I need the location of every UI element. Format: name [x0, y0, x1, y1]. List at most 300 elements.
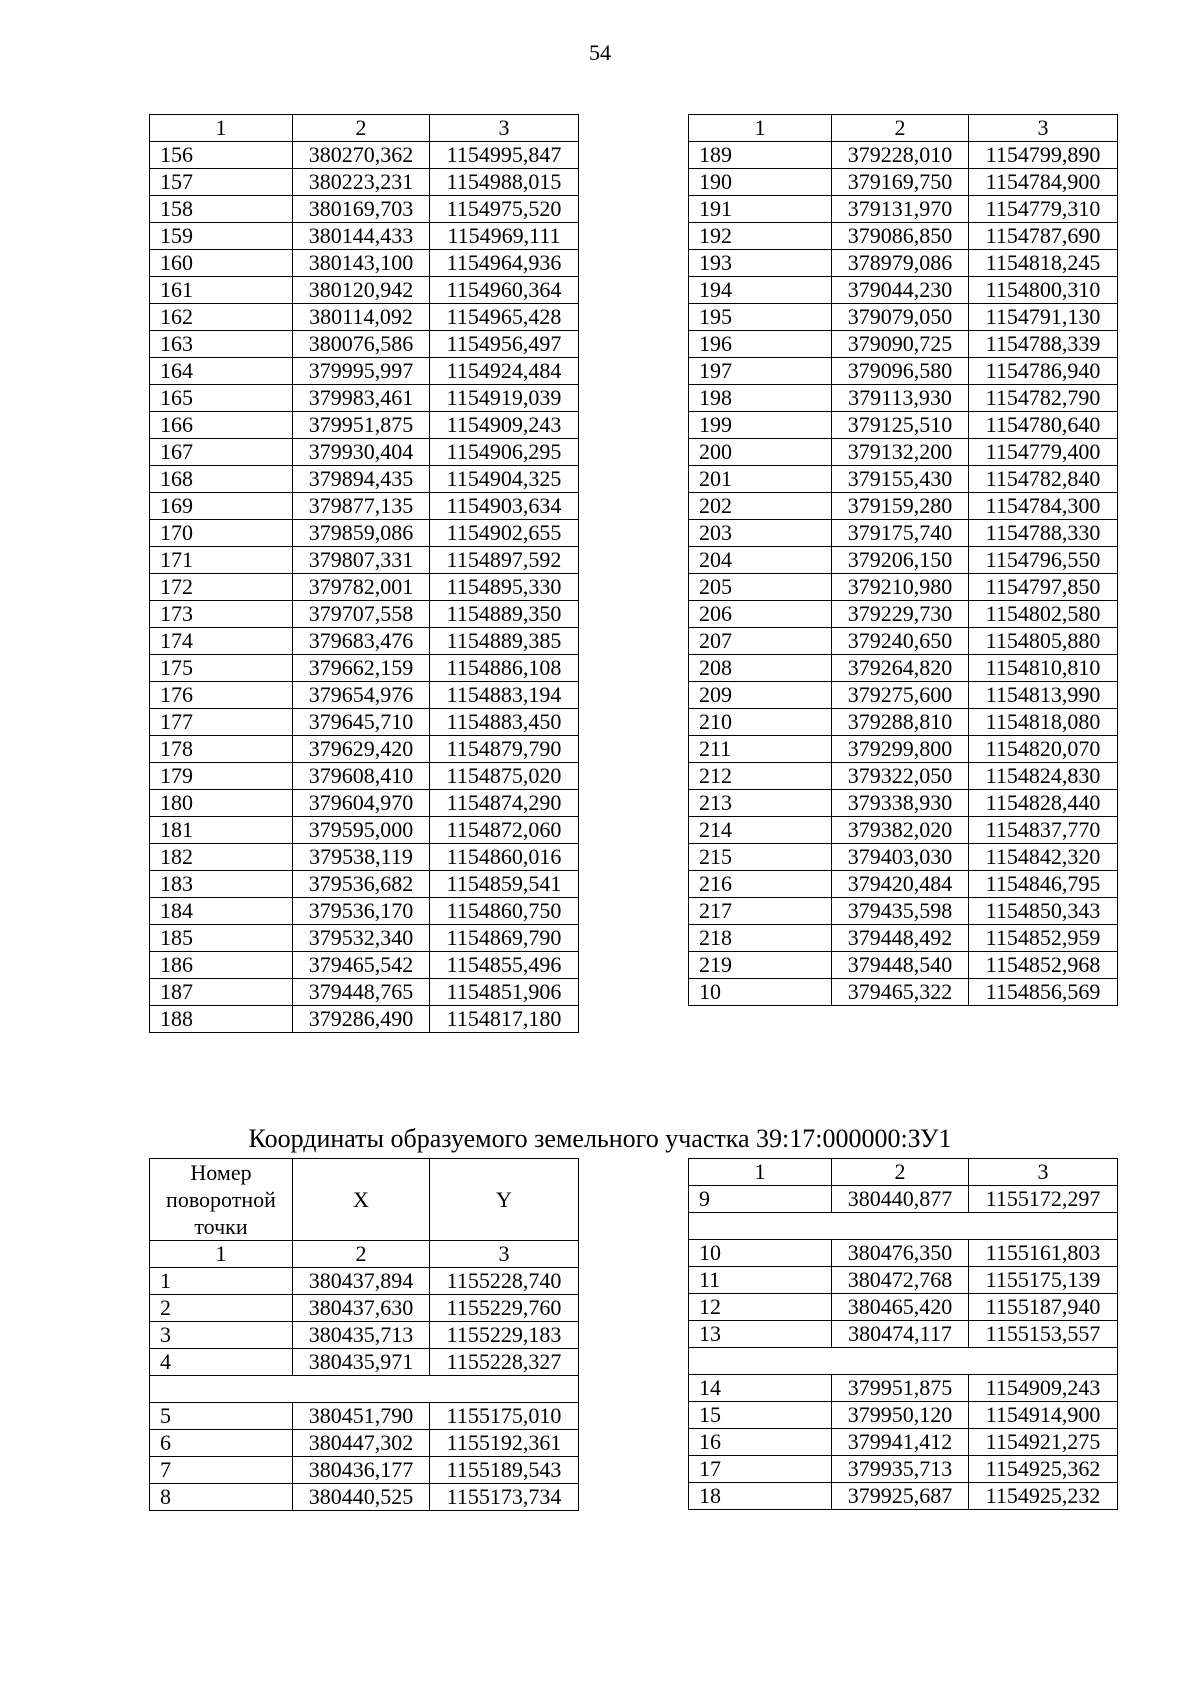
column-number-1: 1	[150, 115, 293, 142]
point-number-cell: 7	[150, 1457, 293, 1484]
table-row	[150, 250, 579, 277]
table-row	[150, 304, 579, 331]
y-coordinate-cell: 1154872,060	[430, 817, 579, 844]
point-number-cell: 192	[689, 223, 832, 250]
y-coordinate-cell: 1155153,557	[969, 1321, 1118, 1348]
x-coordinate-cell: 379079,050	[832, 304, 969, 331]
table-row	[689, 1294, 1118, 1321]
point-number-cell: 162	[150, 304, 293, 331]
point-number-cell: 208	[689, 655, 832, 682]
y-coordinate-cell: 1154782,840	[969, 466, 1118, 493]
x-coordinate-cell: 379228,010	[832, 142, 969, 169]
y-coordinate-cell: 1155229,760	[430, 1295, 579, 1322]
point-number-cell: 197	[689, 358, 832, 385]
column-number-2: 2	[832, 1159, 969, 1186]
column-number-3: 3	[430, 115, 579, 142]
x-coordinate-cell: 380270,362	[293, 142, 430, 169]
x-coordinate-cell: 380436,177	[293, 1457, 430, 1484]
y-coordinate-cell: 1154852,968	[969, 952, 1118, 979]
y-coordinate-cell: 1154909,243	[430, 412, 579, 439]
y-coordinate-cell: 1154805,880	[969, 628, 1118, 655]
table-row	[150, 169, 579, 196]
point-number-cell: 160	[150, 250, 293, 277]
point-number-cell: 15	[689, 1402, 832, 1429]
x-coordinate-cell: 380437,894	[293, 1268, 430, 1295]
table-row	[150, 655, 579, 682]
y-coordinate-cell: 1154788,330	[969, 520, 1118, 547]
x-coordinate-cell: 379595,000	[293, 817, 430, 844]
y-coordinate-cell: 1155189,543	[430, 1457, 579, 1484]
point-number-cell: 185	[150, 925, 293, 952]
x-coordinate-cell: 379941,412	[832, 1429, 969, 1456]
x-coordinate-cell: 379782,001	[293, 574, 430, 601]
parcel-coordinates-table-right	[688, 1158, 1118, 1510]
y-coordinate-cell: 1154850,343	[969, 898, 1118, 925]
y-coordinate-cell: 1155228,740	[430, 1268, 579, 1295]
table-row	[150, 1430, 579, 1457]
table-row	[689, 1429, 1118, 1456]
table-row	[689, 493, 1118, 520]
x-coordinate-cell: 379264,820	[832, 655, 969, 682]
header-point-number	[150, 1159, 293, 1241]
point-number-cell: 206	[689, 601, 832, 628]
y-coordinate-cell: 1154874,290	[430, 790, 579, 817]
y-coordinate-cell: 1154897,592	[430, 547, 579, 574]
x-coordinate-cell: 380144,433	[293, 223, 430, 250]
table-row	[150, 1457, 579, 1484]
point-number-cell: 204	[689, 547, 832, 574]
x-coordinate-cell: 380076,586	[293, 331, 430, 358]
x-coordinate-cell: 379448,492	[832, 925, 969, 952]
x-coordinate-cell: 379090,725	[832, 331, 969, 358]
y-coordinate-cell: 1154787,690	[969, 223, 1118, 250]
table-row	[150, 736, 579, 763]
point-number-cell: 8	[150, 1484, 293, 1511]
column-number-row	[689, 115, 1118, 142]
x-coordinate-cell: 379935,713	[832, 1456, 969, 1483]
x-coordinate-cell: 379229,730	[832, 601, 969, 628]
x-coordinate-cell: 379131,970	[832, 196, 969, 223]
y-coordinate-cell: 1154786,940	[969, 358, 1118, 385]
x-coordinate-cell: 379275,600	[832, 682, 969, 709]
column-number-1: 1	[150, 1241, 293, 1268]
point-number-cell: 3	[150, 1322, 293, 1349]
y-coordinate-cell: 1154788,339	[969, 331, 1118, 358]
table-row	[150, 1295, 579, 1322]
point-number-cell: 12	[689, 1294, 832, 1321]
y-coordinate-cell: 1154779,310	[969, 196, 1118, 223]
x-coordinate-cell: 379604,970	[293, 790, 430, 817]
table-row	[689, 844, 1118, 871]
y-coordinate-cell: 1154909,243	[969, 1375, 1118, 1402]
table-row	[689, 466, 1118, 493]
point-number-cell: 180	[150, 790, 293, 817]
point-number-cell: 173	[150, 601, 293, 628]
x-coordinate-cell: 379536,170	[293, 898, 430, 925]
point-number-cell: 13	[689, 1321, 832, 1348]
table-row	[150, 790, 579, 817]
y-coordinate-cell: 1154875,020	[430, 763, 579, 790]
y-coordinate-cell: 1155173,734	[430, 1484, 579, 1511]
y-coordinate-cell: 1154859,541	[430, 871, 579, 898]
x-coordinate-cell: 379240,650	[832, 628, 969, 655]
point-number-cell: 218	[689, 925, 832, 952]
table-row	[150, 925, 579, 952]
x-coordinate-cell: 380435,971	[293, 1349, 430, 1376]
x-coordinate-cell: 379629,420	[293, 736, 430, 763]
x-coordinate-cell: 379662,159	[293, 655, 430, 682]
point-number-cell: 182	[150, 844, 293, 871]
table-row	[689, 520, 1118, 547]
point-number-cell: 167	[150, 439, 293, 466]
y-coordinate-cell: 1154784,300	[969, 493, 1118, 520]
table-row	[689, 601, 1118, 628]
column-number-2: 2	[832, 115, 969, 142]
point-number-cell: 158	[150, 196, 293, 223]
y-coordinate-cell: 1154824,830	[969, 763, 1118, 790]
y-coordinate-cell: 1154817,180	[430, 1006, 579, 1033]
y-coordinate-cell: 1154802,580	[969, 601, 1118, 628]
coordinates-table-top-right	[688, 114, 1118, 1006]
x-coordinate-cell: 379169,750	[832, 169, 969, 196]
point-number-cell: 17	[689, 1456, 832, 1483]
table-row	[689, 1375, 1118, 1402]
table-row	[150, 439, 579, 466]
point-number-cell: 188	[150, 1006, 293, 1033]
coordinates-table-top-left	[149, 114, 579, 1033]
header-point-number-line-3: точки	[194, 1214, 248, 1239]
point-number-cell: 166	[150, 412, 293, 439]
y-coordinate-cell: 1154924,484	[430, 358, 579, 385]
table-row	[150, 817, 579, 844]
y-coordinate-cell: 1154883,450	[430, 709, 579, 736]
y-coordinate-cell: 1154921,275	[969, 1429, 1118, 1456]
point-number-cell: 178	[150, 736, 293, 763]
y-coordinate-cell: 1154889,385	[430, 628, 579, 655]
point-number-cell: 191	[689, 196, 832, 223]
table-row	[689, 952, 1118, 979]
y-coordinate-cell: 1155172,297	[969, 1186, 1118, 1213]
y-coordinate-cell: 1155175,139	[969, 1267, 1118, 1294]
x-coordinate-cell: 379707,558	[293, 601, 430, 628]
point-number-cell: 186	[150, 952, 293, 979]
y-coordinate-cell: 1154860,016	[430, 844, 579, 871]
table-row	[150, 493, 579, 520]
point-number-cell: 198	[689, 385, 832, 412]
y-coordinate-cell: 1154813,990	[969, 682, 1118, 709]
table-row	[150, 844, 579, 871]
x-coordinate-cell: 380465,420	[832, 1294, 969, 1321]
y-coordinate-cell: 1154965,428	[430, 304, 579, 331]
header-point-number-line-2: поворотной	[166, 1187, 276, 1212]
x-coordinate-cell: 379322,050	[832, 763, 969, 790]
x-coordinate-cell: 380223,231	[293, 169, 430, 196]
table-row	[689, 817, 1118, 844]
x-coordinate-cell: 379465,322	[832, 979, 969, 1006]
table-row	[150, 628, 579, 655]
column-number-3: 3	[969, 115, 1118, 142]
point-number-cell: 196	[689, 331, 832, 358]
table-row	[689, 574, 1118, 601]
y-coordinate-cell: 1154969,111	[430, 223, 579, 250]
y-coordinate-cell: 1154797,850	[969, 574, 1118, 601]
table-row	[689, 412, 1118, 439]
y-coordinate-cell: 1154906,295	[430, 439, 579, 466]
x-coordinate-cell: 380437,630	[293, 1295, 430, 1322]
x-coordinate-cell: 379155,430	[832, 466, 969, 493]
x-coordinate-cell: 379403,030	[832, 844, 969, 871]
table-row	[689, 871, 1118, 898]
y-coordinate-cell: 1154818,245	[969, 250, 1118, 277]
y-coordinate-cell: 1154791,130	[969, 304, 1118, 331]
x-coordinate-cell: 379608,410	[293, 763, 430, 790]
x-coordinate-cell: 380435,713	[293, 1322, 430, 1349]
point-number-cell: 1	[150, 1268, 293, 1295]
table-row	[150, 1006, 579, 1033]
table-row	[150, 520, 579, 547]
table-row	[689, 736, 1118, 763]
column-number-1: 1	[689, 115, 832, 142]
page-number: 54	[589, 40, 611, 65]
column-number-1: 1	[689, 1159, 832, 1186]
point-number-cell: 164	[150, 358, 293, 385]
point-number-cell: 18	[689, 1483, 832, 1510]
point-number-cell: 161	[150, 277, 293, 304]
parcel-coordinates-table-left	[149, 1158, 579, 1511]
x-coordinate-cell: 380451,790	[293, 1403, 430, 1430]
point-number-cell: 10	[689, 979, 832, 1006]
table-row	[689, 709, 1118, 736]
table-row	[689, 898, 1118, 925]
x-coordinate-cell: 379086,850	[832, 223, 969, 250]
point-number-cell: 163	[150, 331, 293, 358]
point-number-cell: 168	[150, 466, 293, 493]
point-number-cell: 169	[150, 493, 293, 520]
x-coordinate-cell: 378979,086	[832, 250, 969, 277]
table-row	[150, 358, 579, 385]
x-coordinate-cell: 380169,703	[293, 196, 430, 223]
table-row	[689, 196, 1118, 223]
x-coordinate-cell: 379807,331	[293, 547, 430, 574]
y-coordinate-cell: 1154883,194	[430, 682, 579, 709]
table-row	[689, 1240, 1118, 1267]
table-row	[150, 547, 579, 574]
y-coordinate-cell: 1155187,940	[969, 1294, 1118, 1321]
table-row	[689, 250, 1118, 277]
table-row	[689, 331, 1118, 358]
y-coordinate-cell: 1154856,569	[969, 979, 1118, 1006]
x-coordinate-cell: 380472,768	[832, 1267, 969, 1294]
y-coordinate-cell: 1154851,906	[430, 979, 579, 1006]
x-coordinate-cell: 379983,461	[293, 385, 430, 412]
table-row	[689, 979, 1118, 1006]
point-number-cell: 6	[150, 1430, 293, 1457]
contour-separator	[689, 1213, 1118, 1240]
point-number-cell: 190	[689, 169, 832, 196]
point-number-cell: 16	[689, 1429, 832, 1456]
table-row	[689, 655, 1118, 682]
contour-separator	[150, 1376, 579, 1403]
x-coordinate-cell: 379995,997	[293, 358, 430, 385]
y-coordinate-cell: 1154820,070	[969, 736, 1118, 763]
y-coordinate-cell: 1154925,232	[969, 1483, 1118, 1510]
table-row	[150, 196, 579, 223]
point-number-cell: 172	[150, 574, 293, 601]
table-row	[150, 952, 579, 979]
table-row	[689, 925, 1118, 952]
x-coordinate-cell: 379930,404	[293, 439, 430, 466]
x-coordinate-cell: 379044,230	[832, 277, 969, 304]
x-coordinate-cell: 379448,765	[293, 979, 430, 1006]
table-row	[689, 439, 1118, 466]
y-coordinate-cell: 1154889,350	[430, 601, 579, 628]
point-number-cell: 214	[689, 817, 832, 844]
table-row	[689, 763, 1118, 790]
x-coordinate-cell: 379286,490	[293, 1006, 430, 1033]
table-row	[689, 277, 1118, 304]
table-row	[689, 1456, 1118, 1483]
contour-separator-row	[150, 1376, 579, 1403]
y-coordinate-cell: 1154904,325	[430, 466, 579, 493]
x-coordinate-cell: 379420,484	[832, 871, 969, 898]
x-coordinate-cell: 379859,086	[293, 520, 430, 547]
table-row	[689, 385, 1118, 412]
y-coordinate-cell: 1154902,655	[430, 520, 579, 547]
y-coordinate-cell: 1155192,361	[430, 1430, 579, 1457]
point-number-cell: 216	[689, 871, 832, 898]
column-number-row	[150, 1241, 579, 1268]
point-number-cell: 200	[689, 439, 832, 466]
point-number-cell: 4	[150, 1349, 293, 1376]
y-coordinate-cell: 1154879,790	[430, 736, 579, 763]
table-row	[689, 628, 1118, 655]
table-row	[150, 898, 579, 925]
table-row	[689, 1402, 1118, 1429]
x-coordinate-cell: 380447,302	[293, 1430, 430, 1457]
x-coordinate-cell: 380474,117	[832, 1321, 969, 1348]
point-number-cell: 193	[689, 250, 832, 277]
column-number-3: 3	[430, 1241, 579, 1268]
table-row	[689, 1321, 1118, 1348]
x-coordinate-cell: 379925,687	[832, 1483, 969, 1510]
x-coordinate-cell: 379894,435	[293, 466, 430, 493]
point-number-cell: 165	[150, 385, 293, 412]
point-number-cell: 219	[689, 952, 832, 979]
point-number-cell: 177	[150, 709, 293, 736]
contour-separator-row	[689, 1213, 1118, 1240]
x-coordinate-cell: 379950,120	[832, 1402, 969, 1429]
x-coordinate-cell: 379683,476	[293, 628, 430, 655]
table-row	[689, 1186, 1118, 1213]
column-number-row	[689, 1159, 1118, 1186]
table-row	[150, 1484, 579, 1511]
x-coordinate-cell: 379132,200	[832, 439, 969, 466]
table-row	[150, 709, 579, 736]
x-coordinate-cell: 379532,340	[293, 925, 430, 952]
table-row	[689, 223, 1118, 250]
y-coordinate-cell: 1154960,364	[430, 277, 579, 304]
y-coordinate-cell: 1154860,750	[430, 898, 579, 925]
y-coordinate-cell: 1155175,010	[430, 1403, 579, 1430]
header-y: Y	[430, 1159, 579, 1241]
y-coordinate-cell: 1154842,320	[969, 844, 1118, 871]
x-coordinate-cell: 380440,877	[832, 1186, 969, 1213]
table-row	[689, 169, 1118, 196]
x-coordinate-cell: 379951,875	[293, 412, 430, 439]
table-row	[150, 871, 579, 898]
x-coordinate-cell: 379877,135	[293, 493, 430, 520]
x-coordinate-cell: 380114,092	[293, 304, 430, 331]
table-row	[689, 304, 1118, 331]
y-coordinate-cell: 1155161,803	[969, 1240, 1118, 1267]
x-coordinate-cell: 379951,875	[832, 1375, 969, 1402]
point-number-cell: 201	[689, 466, 832, 493]
point-number-cell: 176	[150, 682, 293, 709]
x-coordinate-cell: 379465,542	[293, 952, 430, 979]
point-number-cell: 213	[689, 790, 832, 817]
x-coordinate-cell: 380120,942	[293, 277, 430, 304]
point-number-cell: 159	[150, 223, 293, 250]
point-number-cell: 171	[150, 547, 293, 574]
point-number-cell: 157	[150, 169, 293, 196]
table-row	[689, 1483, 1118, 1510]
point-number-cell: 203	[689, 520, 832, 547]
y-coordinate-cell: 1154784,900	[969, 169, 1118, 196]
point-number-cell: 202	[689, 493, 832, 520]
x-coordinate-cell: 379538,119	[293, 844, 430, 871]
table-row	[689, 790, 1118, 817]
x-coordinate-cell: 379338,930	[832, 790, 969, 817]
y-coordinate-cell: 1154925,362	[969, 1456, 1118, 1483]
y-coordinate-cell: 1154956,497	[430, 331, 579, 358]
point-number-cell: 209	[689, 682, 832, 709]
table-row	[150, 142, 579, 169]
x-coordinate-cell: 379206,150	[832, 547, 969, 574]
x-coordinate-cell: 379159,280	[832, 493, 969, 520]
table-row	[150, 601, 579, 628]
table-row	[150, 1268, 579, 1295]
contour-separator-row	[689, 1348, 1118, 1375]
y-coordinate-cell: 1154919,039	[430, 385, 579, 412]
point-number-cell: 205	[689, 574, 832, 601]
x-coordinate-cell: 379448,540	[832, 952, 969, 979]
y-coordinate-cell: 1154886,108	[430, 655, 579, 682]
y-coordinate-cell: 1154828,440	[969, 790, 1118, 817]
table-row	[150, 1403, 579, 1430]
table-row	[150, 682, 579, 709]
column-number-2: 2	[293, 115, 430, 142]
table-row	[689, 1267, 1118, 1294]
x-coordinate-cell: 380143,100	[293, 250, 430, 277]
column-number-3: 3	[969, 1159, 1118, 1186]
point-number-cell: 2	[150, 1295, 293, 1322]
point-number-cell: 10	[689, 1240, 832, 1267]
x-coordinate-cell: 380440,525	[293, 1484, 430, 1511]
y-coordinate-cell: 1154988,015	[430, 169, 579, 196]
table-row	[689, 142, 1118, 169]
point-number-cell: 14	[689, 1375, 832, 1402]
x-coordinate-cell: 379299,800	[832, 736, 969, 763]
header-point-number-line-1: Номер	[190, 1160, 252, 1185]
table-row	[150, 385, 579, 412]
y-coordinate-cell: 1155229,183	[430, 1322, 579, 1349]
point-number-cell: 187	[150, 979, 293, 1006]
point-number-cell: 195	[689, 304, 832, 331]
point-number-cell: 170	[150, 520, 293, 547]
point-number-cell: 181	[150, 817, 293, 844]
table-row	[689, 358, 1118, 385]
x-coordinate-cell: 379382,020	[832, 817, 969, 844]
